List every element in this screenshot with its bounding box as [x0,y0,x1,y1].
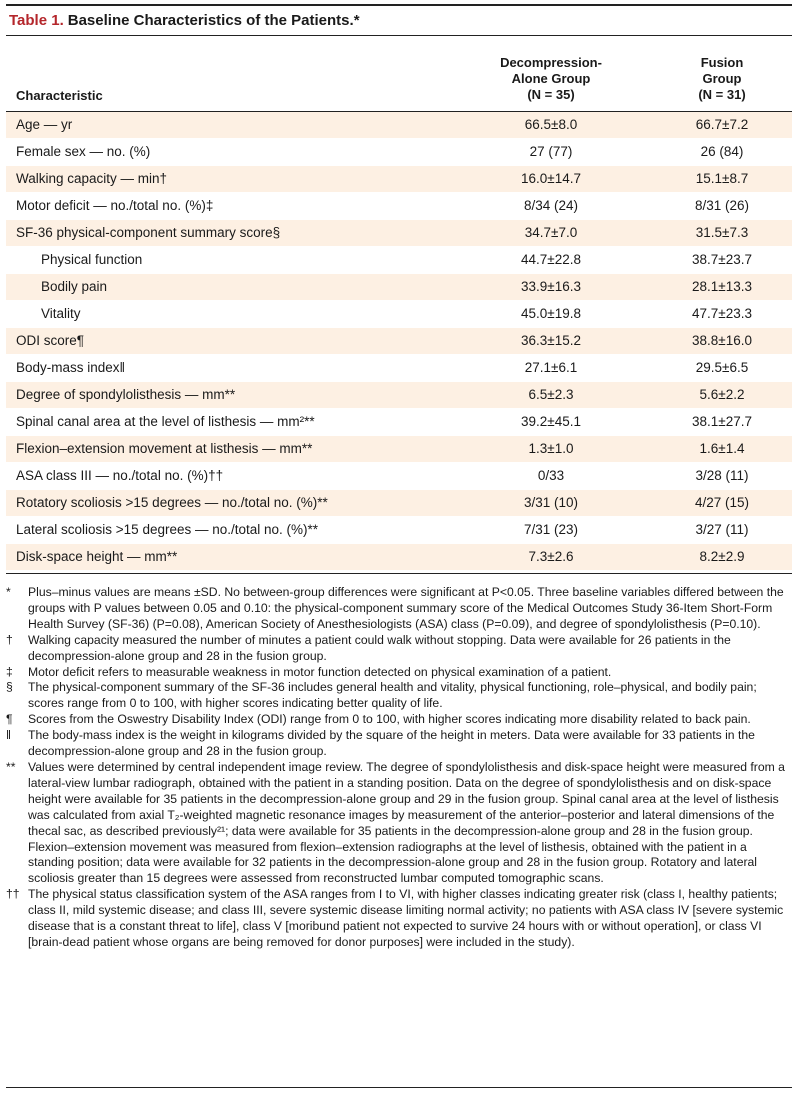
table-label: Table 1. [9,12,64,29]
row-value-fusion: 26 (84) [700,144,744,159]
footnote [6,633,792,665]
header-group2-line: (N = 31) [698,87,746,102]
table-row [6,409,792,436]
footnote-mark: * [6,585,11,599]
header-group1-line: Alone Group [511,71,591,86]
table-bottom-rule [6,573,792,574]
row-label: Lateral scoliosis >15 degrees — no./total no. (%)** [16,522,319,537]
footnote [6,728,792,760]
row-value-decompression: 27 (77) [529,144,573,159]
row-label: ODI score¶ [16,333,85,348]
row-label: Spinal canal area at the level of listhesis — mm²** [16,414,315,429]
table-header [6,36,792,112]
footnote-text: The physical-component summary of the SF-36 includes general health and vitality, physical functioning, role–physical, and bodily pain; scores range from 0 to 100, with higher scores indicating better quality of life. [28,680,757,711]
row-value-fusion: 66.7±7.2 [695,117,749,132]
row-label: Physical function [41,252,143,267]
row-value-decompression: 33.9±16.3 [521,279,581,294]
table-row [6,544,792,571]
footnote-mark: † [6,632,13,647]
table-row [6,247,792,274]
footnote-mark: ** [6,759,16,774]
row-label: ASA class III — no./total no. (%)†† [16,468,224,483]
row-value-fusion: 1.6±1.4 [699,441,745,456]
table-row [6,193,792,220]
row-value-decompression: 27.1±6.1 [524,360,578,375]
row-value-decompression: 7.3±2.6 [528,549,574,564]
footnote [6,760,792,887]
row-value-fusion: 38.8±16.0 [692,333,752,348]
row-value-fusion: 3/28 (11) [695,468,749,483]
row-value-decompression: 45.0±19.8 [521,306,581,321]
row-value-fusion: 8/31 (26) [694,198,750,213]
row-value-decompression: 1.3±1.0 [528,441,574,456]
row-label: Vitality [41,306,81,321]
row-value-decompression: 8/34 (24) [523,198,579,213]
row-label: Walking capacity — min† [16,171,168,186]
row-value-fusion: 28.1±13.3 [692,279,752,294]
table-row [6,166,792,193]
row-label: Rotatory scoliosis >15 degrees — no./total no. (%)** [16,495,328,510]
footnote-text: The physical status classification system of the ASA ranges from I to VI, with higher classes indicating greater risk (class I, healthy patients; class II, mild systemic disease; and class III, severe systemic disease limiting normal activity; no patients with ASA class IV [severe systemic disease that is a constant threat to life], class V [moribund patient not expected to survive 24 hours with or without operation], or class VI [brain-dead patient whose organs are being removed for donor purposes] were included in the study). [28,887,784,949]
row-value-decompression: 36.3±15.2 [521,333,581,348]
footnote [6,712,792,728]
row-value-fusion: 3/27 (11) [695,522,749,537]
row-label: Female sex — no. (%) [16,144,151,159]
table-title: Baseline Characteristics of the Patients.* [67,12,360,29]
row-value-fusion: 29.5±6.5 [695,360,749,375]
table-row [6,355,792,382]
header-characteristic: Characteristic [16,88,103,103]
row-value-fusion: 5.6±2.2 [699,387,745,402]
table-row [6,463,792,490]
row-label: Body-mass index‖ [16,360,126,375]
row-value-fusion: 4/27 (15) [694,495,750,510]
table-row [6,301,792,328]
footnote-text: Motor deficit refers to measurable weakness in motor function detected on physical examination of a patient. [28,664,612,679]
table-body [6,112,792,571]
table-row [6,517,792,544]
table-row [6,139,792,166]
header-fusion-group [637,55,800,103]
row-value-decompression: 0/33 [537,468,565,483]
footnote-text: Scores from the Oswestry Disability Index (ODI) range from 0 to 100, with higher scores indicating more disability related to back pain. [28,712,751,727]
header-decompression-group [466,55,636,103]
footnote-text: Plus–minus values are means ±SD. No between-group differences were significant at P<0.05. Three baseline variables differed between the groups with P values between 0.05 and 0.10: the physical-component summary score of the Medical Outcomes Study 36-Item Short-Form Health Survey (SF-36) (P=0.08), American Society of Anesthesiologists (ASA) class (P=0.09), and degree of spondylolisthesis (P=0.10). [28,585,784,631]
table-title-bar [6,4,792,36]
footnote-mark: †† [6,887,20,902]
footnote-text: The body-mass index is the weight in kilograms divided by the square of the height in meters. Data were available for 33 patients in the decompression-alone group and 28 in the fusion group. [28,728,755,759]
footnote [6,887,792,951]
footnote-text: Values were determined by central independent image review. The degree of spondylolisthesis and disk-space height were measured from a lateral-view lumbar radiograph, obtained with the patient in a standing position. Data on the degree of spondylolisthesis and on disk-space height were available for 35 patients in the decompression-alone group and 29 in the fusion group. Spinal canal area at the level of listhesis was calculated from axial T₂-weighted magnetic resonance images by measurement of the anterior–posterior and lateral dimensions of the thecal sac, as described previously²¹; data were available for 35 patients in the decompression-alone group and 28 in the fusion group. Flexion–extension movement was measured from flexion–extension radiographs at the level of listhesis, obtained with the patient in a standing position; data were available for 32 patients in the decompression-alone group and 28 in the fusion group. Rotatory and lateral scoliosis greater than 15 degrees were assessed from reconstructed lumbar computed tomographic scans. [28,759,785,886]
footnote-mark: ‡ [6,664,13,679]
row-value-fusion: 15.1±8.7 [695,171,749,186]
table-row [6,328,792,355]
table-row [6,490,792,517]
header-group1-line: Decompression- [500,55,602,70]
row-label: Flexion–extension movement at listhesis — mm** [16,441,313,456]
row-label: Bodily pain [41,279,108,294]
footnotes [6,585,792,951]
row-label: Age — yr [16,117,73,132]
row-value-decompression: 6.5±2.3 [528,387,574,402]
row-value-fusion: 31.5±7.3 [695,225,749,240]
table-row [6,274,792,301]
footnote [6,585,792,633]
row-value-decompression: 39.2±45.1 [521,414,581,429]
row-value-decompression: 44.7±22.8 [521,252,581,267]
table-row [6,220,792,247]
footnote [6,665,792,681]
row-label: Disk-space height — mm** [16,549,178,564]
row-value-decompression: 3/31 (10) [523,495,579,510]
header-group2-line: Group [702,71,742,86]
table-row [6,382,792,409]
row-value-decompression: 7/31 (23) [523,522,579,537]
table-row [6,112,792,139]
header-group1-line: (N = 35) [527,87,575,102]
row-value-fusion: 8.2±2.9 [699,549,745,564]
row-value-fusion: 38.1±27.7 [692,414,752,429]
footnote-mark: § [6,680,13,695]
row-value-decompression: 16.0±14.7 [521,171,581,186]
row-value-decompression: 34.7±7.0 [524,225,578,240]
row-label: Motor deficit — no./total no. (%)‡ [16,198,214,213]
row-value-fusion: 38.7±23.7 [692,252,752,267]
table-row [6,436,792,463]
header-group2-line: Fusion [700,55,744,70]
footnote-mark: ¶ [6,712,13,727]
footnote-text: Walking capacity measured the number of minutes a patient could walk without stopping. Data were available for 26 patients in the decompression-alone group and 28 in the fusion group. [28,632,731,663]
row-value-decompression: 66.5±8.0 [524,117,578,132]
row-label: SF-36 physical-component summary score§ [16,225,281,240]
footnote [6,680,792,712]
row-label: Degree of spondylolisthesis — mm** [16,387,236,402]
row-value-fusion: 47.7±23.3 [692,306,752,321]
page-bottom-rule [6,1087,792,1088]
footnote-mark: ‖ [6,728,12,743]
